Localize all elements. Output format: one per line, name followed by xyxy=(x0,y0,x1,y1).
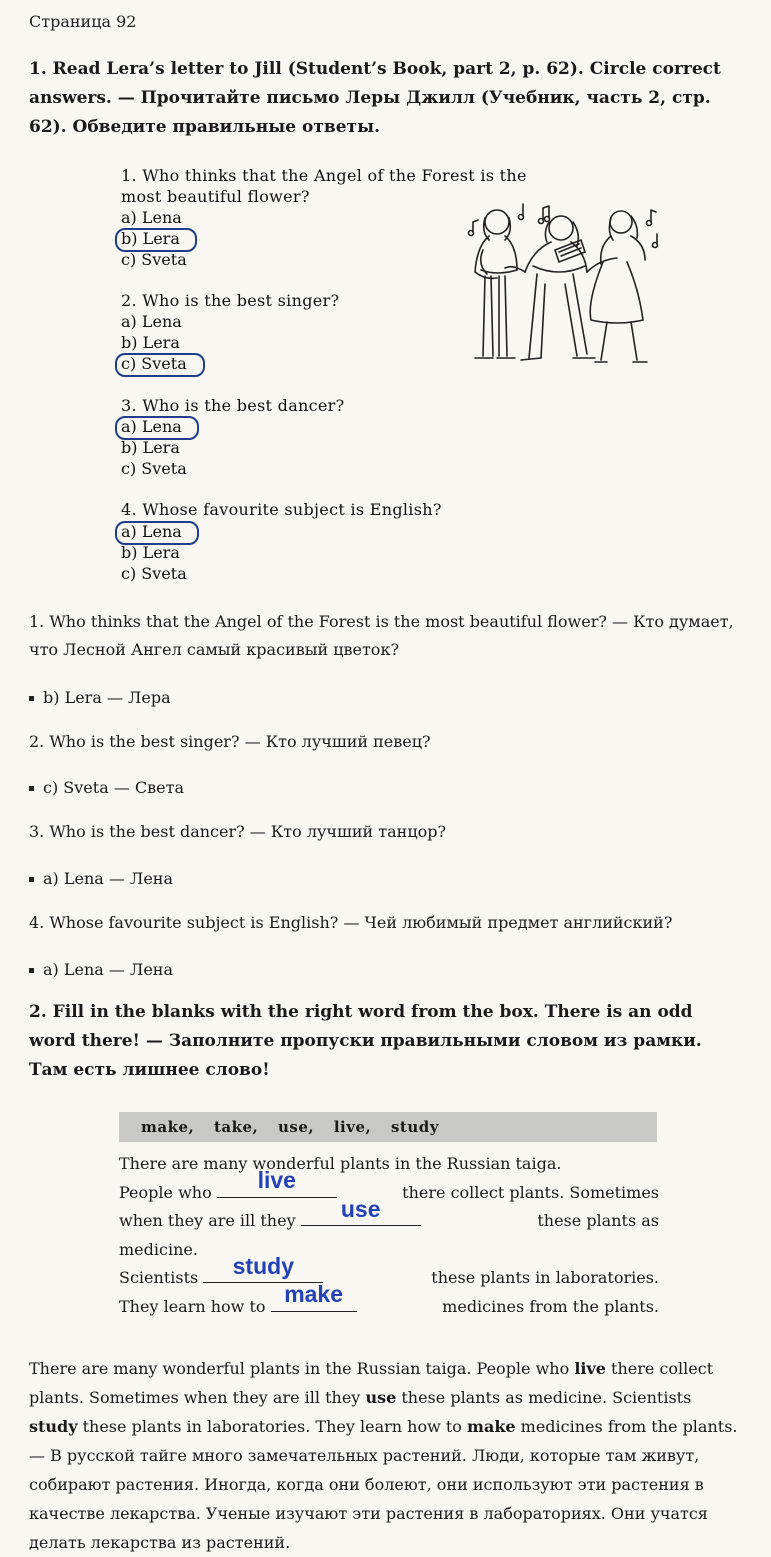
q3-option-c: c) Sveta xyxy=(121,459,187,478)
translation-text: There are many wonderful plants in the Russian taiga. People who xyxy=(29,1359,575,1378)
fill-row xyxy=(119,1236,659,1265)
answer-2-bullet: c) Sveta — Света xyxy=(43,778,185,797)
translation-bold-word: use xyxy=(365,1388,397,1407)
page-label: Страница 92 xyxy=(29,12,137,31)
answer-3-question: 3. Who is the best dancer? — Кто лучший танцор? xyxy=(29,822,447,841)
q3-option-b: b) Lera xyxy=(121,438,180,457)
q2-option-a: a) Lena xyxy=(121,312,182,331)
answer-3-bullet: a) Lena — Лена xyxy=(43,869,173,888)
blank-4 xyxy=(271,1281,357,1312)
question-1-line2: most beautiful flower? xyxy=(121,187,310,206)
q1-option-c: c) Sveta xyxy=(121,250,187,269)
question-4: 4. Whose favourite subject is English? xyxy=(121,500,442,519)
task1-heading: 1. Read Lera’s letter to Jill (Student’s Book, part 2, p. 62). Circle correct answers. — Прочитайте письмо Леры Джилл (Учебник, часть 2, стр. 62). Обведите правильные ответы. xyxy=(29,59,721,137)
answer-circle xyxy=(115,228,197,252)
fill-line-3b: these plants as xyxy=(537,1211,659,1231)
fill-line-5a: Scientists xyxy=(119,1268,199,1288)
fill-line-4: medicine. xyxy=(119,1239,198,1259)
question-1-line1: 1. Who thinks that the Angel of the Forest is the xyxy=(121,166,527,185)
filled-word-4: make xyxy=(284,1281,344,1308)
fill-line-6b: medicines from the plants. xyxy=(442,1296,659,1316)
translation-paragraph xyxy=(29,1354,744,1557)
q1-option-a: a) Lena xyxy=(121,208,182,227)
blank-2 xyxy=(301,1195,421,1226)
translation-bold-word: live xyxy=(574,1359,606,1378)
fill-line-2b: there collect plants. Sometimes xyxy=(402,1182,659,1202)
question-3: 3. Who is the best dancer? xyxy=(121,396,345,415)
q1-option-b: b) Lera xyxy=(121,229,180,248)
q2-option-c: c) Sveta xyxy=(121,354,187,373)
answer-circle xyxy=(115,521,199,545)
fill-line-5b: these plants in laboratories. xyxy=(431,1268,659,1288)
task2-heading: 2. Fill in the blanks with the right word from the box. There is an odd word there! — Заполните пропуски правильными словом из рамки. Там есть лишнее слово! xyxy=(29,1002,702,1080)
filled-word-1: live xyxy=(257,1167,296,1193)
fill-line-6a: They learn how to xyxy=(119,1296,266,1316)
fill-row xyxy=(119,1150,659,1179)
q4-option-a: a) Lena xyxy=(121,522,182,541)
translation-text: there collect plants. Sometimes when they are ill they xyxy=(29,1359,714,1407)
fill-line-3a: when they are ill they xyxy=(119,1211,296,1231)
fill-line-1: There are many wonderful plants in the Russian taiga. xyxy=(119,1154,562,1173)
fill-line-2a: People who xyxy=(119,1182,212,1202)
q4-option-b: b) Lera xyxy=(121,543,180,562)
answer-4-question: 4. Whose favourite subject is English? — Чей любимый предмет английский? xyxy=(29,913,673,932)
translation-text: medicines from the plants. — В русской тайге много замечательных растений. Люди, которые там живут, собирают растения. Иногда, когда они болеют, они используют эти растения в качестве лекарства. Ученые изучают эти растения в лабораториях. Они учатся делать лекарства из растений. xyxy=(29,1417,738,1552)
singing-girls-illustration xyxy=(461,200,661,388)
filled-word-3: study xyxy=(232,1252,294,1279)
answer-1-question: 1. Who thinks that the Angel of the Forest is the most beautiful flower? — Кто думает, что Лесной Ангел самый красивый цветок? xyxy=(29,612,734,659)
q3-option-a: a) Lena xyxy=(121,417,182,436)
translation-bold-word: make xyxy=(467,1417,516,1436)
translation-text: these plants in laboratories. They learn how to xyxy=(77,1417,468,1436)
answer-4-bullet: a) Lena — Лена xyxy=(43,960,173,979)
filled-word-2: use xyxy=(340,1195,381,1222)
q4-option-c: c) Sveta xyxy=(121,564,187,583)
fill-in-text xyxy=(119,1150,659,1322)
q2-option-b: b) Lera xyxy=(121,333,180,352)
fill-row xyxy=(119,1281,659,1322)
translation-text: these plants as medicine. Scientists xyxy=(396,1388,692,1407)
fill-row xyxy=(119,1252,659,1293)
fill-row xyxy=(119,1195,659,1236)
translation-bold-word: study xyxy=(29,1417,78,1436)
answer-1-bullet: b) Lera — Лера xyxy=(43,688,171,707)
answer-circle xyxy=(115,353,205,377)
answer-2-question: 2. Who is the best singer? — Кто лучший певец? xyxy=(29,732,431,751)
question-2: 2. Who is the best singer? xyxy=(121,291,340,310)
answer-circle xyxy=(115,416,199,440)
word-box-words: make, take, use, live, study xyxy=(141,1118,439,1136)
